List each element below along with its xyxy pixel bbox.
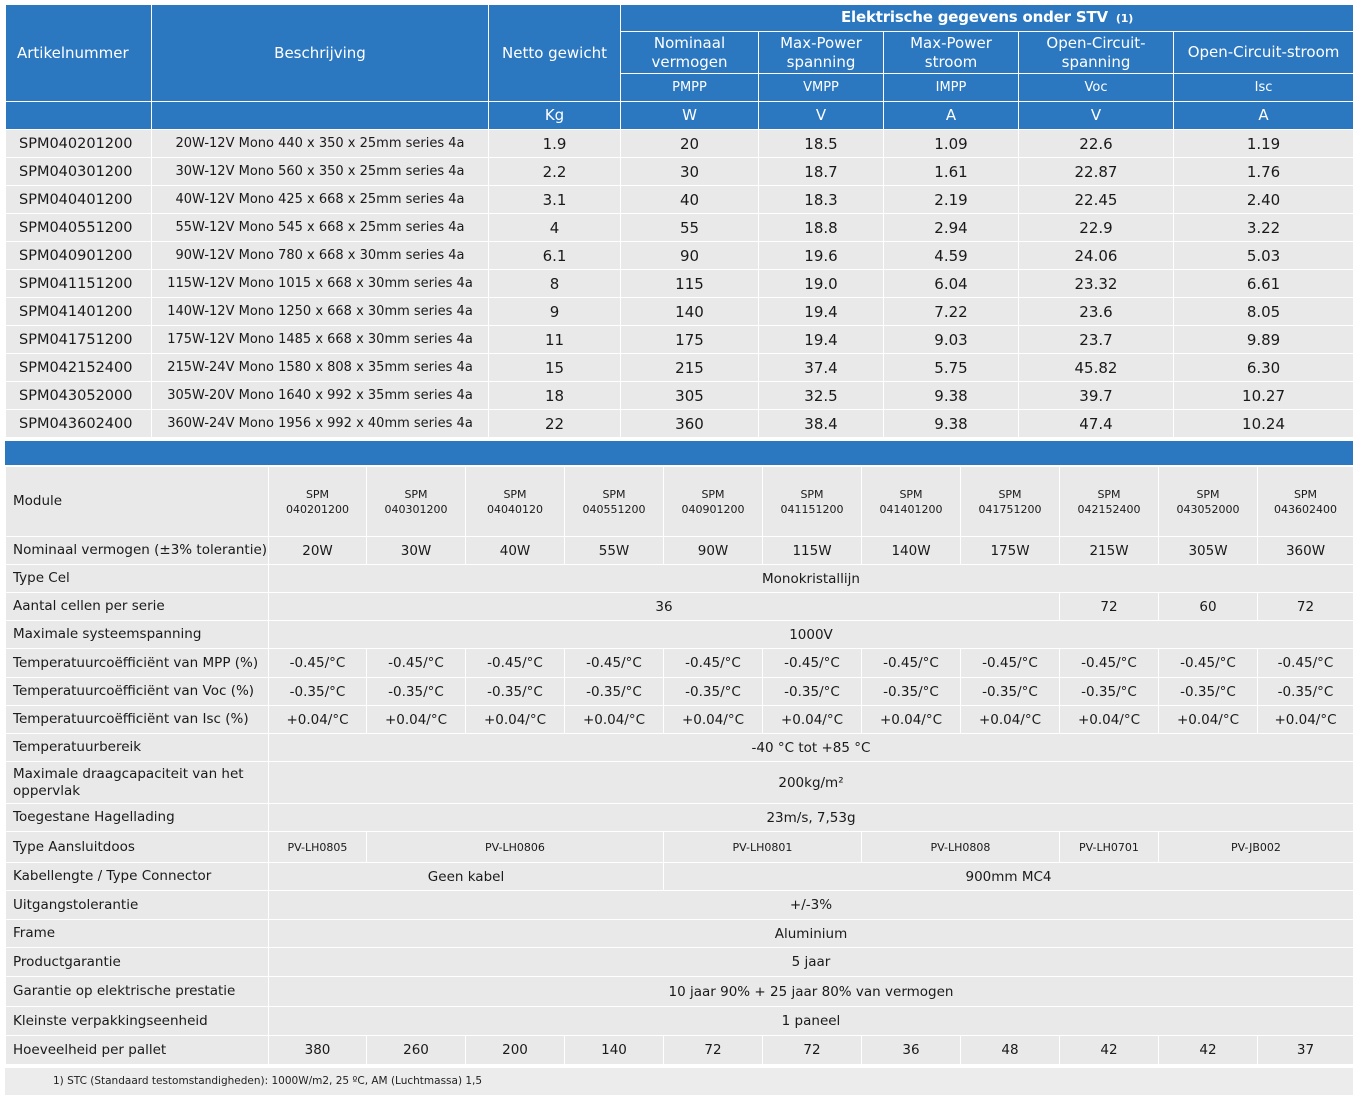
- spec-pallet: 140: [565, 1036, 664, 1065]
- spec-tisc: +0.04/°C: [862, 706, 961, 734]
- product-row: [6, 242, 1354, 270]
- spec-type-cel: Monokristallijn: [269, 565, 1354, 593]
- product-voc: 23.6: [1019, 298, 1174, 326]
- spec-label-draagcapaciteit: Maximale draagcapaciteit van het oppervlak: [6, 762, 269, 804]
- spec-label-aansluitdoos: Type Aansluitdoos: [6, 832, 269, 863]
- spec-module: [862, 467, 961, 537]
- spec-cellen: 72: [1060, 593, 1159, 621]
- product-voc: 23.7: [1019, 326, 1174, 354]
- spec-verpakkingseenheid: 1 paneel: [269, 1007, 1354, 1036]
- product-vmpp: 19.4: [759, 298, 884, 326]
- spec-tmpp: -0.45/°C: [367, 649, 466, 678]
- spec-pallet: 72: [763, 1036, 862, 1065]
- spec-tisc: +0.04/°C: [1258, 706, 1354, 734]
- product-artikelnummer: SPM040401200: [6, 186, 152, 214]
- product-beschrijving: 215W-24V Mono 1580 x 808 x 35mm series 4a: [152, 354, 489, 382]
- product-isc: 10.27: [1174, 382, 1354, 410]
- product-impp: 4.59: [884, 242, 1019, 270]
- product-w: 55: [621, 214, 759, 242]
- spec-module-prefix: SPM: [701, 487, 725, 501]
- header-col-symbol: Isc: [1174, 74, 1354, 102]
- header-footnote-ref: (1): [1115, 12, 1134, 25]
- spec-tvoc: -0.35/°C: [1258, 678, 1354, 706]
- spec-nominal: 215W: [1060, 537, 1159, 565]
- product-vmpp: 32.5: [759, 382, 884, 410]
- product-voc: 39.7: [1019, 382, 1174, 410]
- spec-module-number: 040901200: [681, 502, 745, 516]
- product-voc: 22.87: [1019, 158, 1174, 186]
- spec-module-number: 04040120: [487, 502, 543, 516]
- product-vmpp: 38.4: [759, 410, 884, 438]
- spec-tisc: +0.04/°C: [565, 706, 664, 734]
- spec-tmpp: -0.45/°C: [1159, 649, 1258, 678]
- spec-aansluitdoos: [1060, 832, 1159, 863]
- spec-pallet: 380: [269, 1036, 367, 1065]
- product-artikelnummer: SPM040201200: [6, 130, 152, 158]
- product-beschrijving: 305W-20V Mono 1640 x 992 x 35mm series 4a: [152, 382, 489, 410]
- product-beschrijving: 140W-12V Mono 1250 x 668 x 30mm series 4a: [152, 298, 489, 326]
- spec-nominal: 115W: [763, 537, 862, 565]
- product-w: 305: [621, 382, 759, 410]
- product-impp: 1.61: [884, 158, 1019, 186]
- product-vmpp: 18.8: [759, 214, 884, 242]
- spec-module: [763, 467, 862, 537]
- product-artikelnummer: SPM041401200: [6, 298, 152, 326]
- spec-frame: Aluminium: [269, 920, 1354, 948]
- product-isc: 2.40: [1174, 186, 1354, 214]
- spec-pallet: 48: [961, 1036, 1060, 1065]
- header-col-name: Max-Power stroom: [884, 32, 1019, 74]
- spec-tisc: +0.04/°C: [1159, 706, 1258, 734]
- spec-label-nominal: Nominaal vermogen (±3% tolerantie): [6, 537, 269, 565]
- spec-tisc: +0.04/°C: [269, 706, 367, 734]
- product-impp: 9.38: [884, 382, 1019, 410]
- product-vmpp: 19.4: [759, 326, 884, 354]
- product-row: [6, 130, 1354, 158]
- product-beschrijving: 20W-12V Mono 440 x 350 x 25mm series 4a: [152, 130, 489, 158]
- product-beschrijving: 360W-24V Mono 1956 x 992 x 40mm series 4a: [152, 410, 489, 438]
- product-vmpp: 37.4: [759, 354, 884, 382]
- spec-label-kabellengte: Kabellengte / Type Connector: [6, 863, 269, 891]
- spec-module-prefix: SPM: [899, 487, 923, 501]
- product-voc: 23.32: [1019, 270, 1174, 298]
- spec-aansluitdoos-text: PV-LH0701: [1079, 840, 1139, 854]
- product-voc: 22.45: [1019, 186, 1174, 214]
- header-col-symbol: PMPP: [621, 74, 759, 102]
- spec-module-prefix: SPM: [800, 487, 824, 501]
- spec-aansluitdoos: PV-LH0806: [367, 832, 664, 863]
- product-impp: 9.03: [884, 326, 1019, 354]
- product-row: [6, 382, 1354, 410]
- spec-pallet: 200: [466, 1036, 565, 1065]
- header-col-name: Open-Circuit-spanning: [1019, 32, 1174, 74]
- header-col-symbol: Voc: [1019, 74, 1174, 102]
- spec-table: [5, 466, 1354, 1065]
- product-kg: 15: [489, 354, 621, 382]
- spec-label-prestatiegarantie: Garantie op elektrische prestatie: [6, 977, 269, 1007]
- spec-pallet: 37: [1258, 1036, 1354, 1065]
- product-voc: 22.6: [1019, 130, 1174, 158]
- spec-nominal: 30W: [367, 537, 466, 565]
- product-isc: 8.05: [1174, 298, 1354, 326]
- spec-module-number: 040551200: [582, 502, 646, 516]
- product-vmpp: 18.3: [759, 186, 884, 214]
- spec-module: [664, 467, 763, 537]
- header-col-name: Nominaal vermogen: [621, 32, 759, 74]
- spec-module-prefix: SPM: [305, 487, 330, 501]
- spec-kabellengte: 900mm MC4: [664, 863, 1354, 891]
- header-unit-empty: [152, 102, 489, 130]
- header-col-symbol: IMPP: [884, 74, 1019, 102]
- spec-tvoc: -0.35/°C: [565, 678, 664, 706]
- header-netto-gewicht: Netto gewicht: [489, 5, 621, 102]
- spec-module: [1060, 467, 1159, 537]
- spec-label-uitgangstolerantie: Uitgangstolerantie: [6, 891, 269, 920]
- spec-tvoc: -0.35/°C: [1060, 678, 1159, 706]
- spec-systeemspanning: 1000V: [269, 621, 1354, 649]
- spec-pallet: 260: [367, 1036, 466, 1065]
- spec-tvoc: -0.35/°C: [367, 678, 466, 706]
- spec-pallet: 72: [664, 1036, 763, 1065]
- product-w: 115: [621, 270, 759, 298]
- product-isc: 1.19: [1174, 130, 1354, 158]
- product-kg: 18: [489, 382, 621, 410]
- spec-tmpp: -0.45/°C: [565, 649, 664, 678]
- spec-module: [961, 467, 1060, 537]
- spec-aansluitdoos: PV-LH0808: [862, 832, 1060, 863]
- product-artikelnummer: SPM041151200: [6, 270, 152, 298]
- spec-nominal: 40W: [466, 537, 565, 565]
- product-row: [6, 270, 1354, 298]
- spec-module: [466, 467, 565, 537]
- product-kg: 6.1: [489, 242, 621, 270]
- header-unit: W: [621, 102, 759, 130]
- spec-pallet: 42: [1060, 1036, 1159, 1065]
- product-w: 175: [621, 326, 759, 354]
- spec-tisc: +0.04/°C: [664, 706, 763, 734]
- spec-module-number: 040301200: [384, 502, 448, 516]
- spec-uitgangstolerantie: +/-3%: [269, 891, 1354, 920]
- product-impp: 1.09: [884, 130, 1019, 158]
- spec-module-prefix: SPM: [1293, 487, 1318, 501]
- spec-aansluitdoos: [269, 832, 367, 863]
- spec-label-verpakkingseenheid: Kleinste verpakkingseenheid: [6, 1007, 269, 1036]
- spec-pallet: 36: [862, 1036, 961, 1065]
- spec-label-module: Module: [6, 467, 269, 537]
- product-kg: 2.2: [489, 158, 621, 186]
- spec-prestatiegarantie: 10 jaar 90% + 25 jaar 80% van vermogen: [269, 977, 1354, 1007]
- product-w: 360: [621, 410, 759, 438]
- product-artikelnummer: SPM043602400: [6, 410, 152, 438]
- product-beschrijving: 40W-12V Mono 425 x 668 x 25mm series 4a: [152, 186, 489, 214]
- product-voc: 45.82: [1019, 354, 1174, 382]
- spec-cellen: 36: [269, 593, 1060, 621]
- product-beschrijving: 30W-12V Mono 560 x 350 x 25mm series 4a: [152, 158, 489, 186]
- product-kg: 8: [489, 270, 621, 298]
- spec-tmpp: -0.45/°C: [1060, 649, 1159, 678]
- spec-tmpp: -0.45/°C: [862, 649, 961, 678]
- header-unit-empty: [6, 102, 152, 130]
- spec-tvoc: -0.35/°C: [1159, 678, 1258, 706]
- product-artikelnummer: SPM040551200: [6, 214, 152, 242]
- spec-tisc: +0.04/°C: [763, 706, 862, 734]
- spec-module-prefix: SPM: [503, 487, 527, 501]
- product-voc: 47.4: [1019, 410, 1174, 438]
- product-isc: 3.22: [1174, 214, 1354, 242]
- product-beschrijving: 55W-12V Mono 545 x 668 x 25mm series 4a: [152, 214, 489, 242]
- product-impp: 7.22: [884, 298, 1019, 326]
- product-voc: 24.06: [1019, 242, 1174, 270]
- product-isc: 1.76: [1174, 158, 1354, 186]
- header-unit: V: [759, 102, 884, 130]
- spec-tvoc: -0.35/°C: [466, 678, 565, 706]
- spec-module: [1159, 467, 1258, 537]
- product-kg: 11: [489, 326, 621, 354]
- product-kg: 1.9: [489, 130, 621, 158]
- product-artikelnummer: SPM042152400: [6, 354, 152, 382]
- product-isc: 6.61: [1174, 270, 1354, 298]
- spec-module-number: 043052000: [1176, 502, 1240, 516]
- product-w: 140: [621, 298, 759, 326]
- spec-nominal: 175W: [961, 537, 1060, 565]
- product-impp: 6.04: [884, 270, 1019, 298]
- spec-tvoc: -0.35/°C: [269, 678, 367, 706]
- product-vmpp: 19.0: [759, 270, 884, 298]
- spec-label-temp-isc: Temperatuurcoëfficiënt van Isc (%): [6, 706, 269, 734]
- footnote: 1) STC (Standaard testomstandigheden): 1000W/m2, 25 ºC, AM (Luchtmassa) 1,5: [5, 1068, 1353, 1095]
- product-vmpp: 19.6: [759, 242, 884, 270]
- product-beschrijving: 90W-12V Mono 780 x 668 x 30mm series 4a: [152, 242, 489, 270]
- spec-tvoc: -0.35/°C: [862, 678, 961, 706]
- spec-label-temp-mpp: Temperatuurcoëfficiënt van MPP (%): [6, 649, 269, 678]
- spec-tvoc: -0.35/°C: [961, 678, 1060, 706]
- spec-module-prefix: SPM: [602, 487, 626, 501]
- product-impp: 9.38: [884, 410, 1019, 438]
- product-row: [6, 214, 1354, 242]
- product-row: [6, 354, 1354, 382]
- spec-module-prefix: SPM: [1097, 487, 1121, 501]
- product-isc: 10.24: [1174, 410, 1354, 438]
- spec-productgarantie: 5 jaar: [269, 948, 1354, 977]
- product-kg: 4: [489, 214, 621, 242]
- product-row: [6, 410, 1354, 438]
- spec-nominal: 305W: [1159, 537, 1258, 565]
- spec-module-number: 040201200: [286, 502, 349, 516]
- spec-module-prefix: SPM: [998, 487, 1022, 501]
- spec-module: [269, 467, 367, 537]
- product-isc: 5.03: [1174, 242, 1354, 270]
- product-kg: 9: [489, 298, 621, 326]
- spec-module-number: 041751200: [978, 502, 1042, 516]
- header-beschrijving: Beschrijving: [152, 5, 489, 102]
- product-isc: 9.89: [1174, 326, 1354, 354]
- product-vmpp: 18.5: [759, 130, 884, 158]
- spec-tmpp: -0.45/°C: [664, 649, 763, 678]
- header-artikelnummer: Artikelnummer: [6, 5, 152, 102]
- header-elektrische-gegevens: [621, 5, 1354, 32]
- product-beschrijving: 115W-12V Mono 1015 x 668 x 30mm series 4a: [152, 270, 489, 298]
- product-artikelnummer: SPM040301200: [6, 158, 152, 186]
- spec-nominal: 360W: [1258, 537, 1354, 565]
- spec-nominal: 20W: [269, 537, 367, 565]
- product-kg: 22: [489, 410, 621, 438]
- header-unit: A: [1174, 102, 1354, 130]
- spec-tmpp: -0.45/°C: [763, 649, 862, 678]
- spec-tmpp: -0.45/°C: [466, 649, 565, 678]
- spec-nominal: 90W: [664, 537, 763, 565]
- product-kg: 3.1: [489, 186, 621, 214]
- spec-label-temperatuurbereik: Temperatuurbereik: [6, 734, 269, 762]
- spec-label-pallet: Hoeveelheid per pallet: [6, 1036, 269, 1065]
- product-row: [6, 326, 1354, 354]
- product-voc: 22.9: [1019, 214, 1174, 242]
- product-row: [6, 298, 1354, 326]
- header-elektrische-title: Elektrische gegevens onder STV: [841, 8, 1108, 26]
- product-row: [6, 158, 1354, 186]
- product-artikelnummer: SPM040901200: [6, 242, 152, 270]
- spec-module: [1258, 467, 1354, 537]
- spec-module: [367, 467, 466, 537]
- spec-label-cellen: Aantal cellen per serie: [6, 593, 269, 621]
- product-impp: 2.19: [884, 186, 1019, 214]
- spec-module-number: 041401200: [879, 502, 943, 516]
- spec-nominal: 140W: [862, 537, 961, 565]
- spec-temperatuurbereik: -40 °C tot +85 °C: [269, 734, 1354, 762]
- product-artikelnummer: SPM043052000: [6, 382, 152, 410]
- spec-aansluitdoos: PV-LH0801: [664, 832, 862, 863]
- spec-aansluitdoos-text: PV-LH0805: [287, 840, 348, 854]
- spec-tisc: +0.04/°C: [961, 706, 1060, 734]
- spec-cellen: 60: [1159, 593, 1258, 621]
- spec-label-frame: Frame: [6, 920, 269, 948]
- spec-label-productgarantie: Productgarantie: [6, 948, 269, 977]
- spec-hagellading: 23m/s, 7,53g: [269, 804, 1354, 832]
- product-impp: 2.94: [884, 214, 1019, 242]
- spec-module-number: 042152400: [1077, 502, 1141, 516]
- product-beschrijving: 175W-12V Mono 1485 x 668 x 30mm series 4a: [152, 326, 489, 354]
- header-unit: Kg: [489, 102, 621, 130]
- spec-tmpp: -0.45/°C: [961, 649, 1060, 678]
- spec-aansluitdoos: PV-JB002: [1159, 832, 1354, 863]
- spec-cellen: 72: [1258, 593, 1354, 621]
- spec-kabellengte: Geen kabel: [269, 863, 664, 891]
- spec-tmpp: -0.45/°C: [1258, 649, 1354, 678]
- product-w: 30: [621, 158, 759, 186]
- section-divider: [5, 441, 1353, 465]
- product-w: 90: [621, 242, 759, 270]
- product-w: 40: [621, 186, 759, 214]
- spec-label-hagellading: Toegestane Hagellading: [6, 804, 269, 832]
- spec-module-number: 041151200: [780, 502, 844, 516]
- spec-draagcapaciteit: 200kg/m²: [269, 762, 1354, 804]
- header-col-name: Open-Circuit-stroom: [1174, 32, 1354, 74]
- header-col-symbol: VMPP: [759, 74, 884, 102]
- spec-module-prefix: SPM: [1196, 487, 1220, 501]
- spec-tmpp: -0.45/°C: [269, 649, 367, 678]
- spec-label-systeemspanning: Maximale systeemspanning: [6, 621, 269, 649]
- spec-tisc: +0.04/°C: [1060, 706, 1159, 734]
- product-impp: 5.75: [884, 354, 1019, 382]
- product-isc: 6.30: [1174, 354, 1354, 382]
- header-unit: A: [884, 102, 1019, 130]
- spec-module-number: 043602400: [1274, 502, 1337, 516]
- spec-module: [565, 467, 664, 537]
- spec-tisc: +0.04/°C: [466, 706, 565, 734]
- spec-tisc: +0.04/°C: [367, 706, 466, 734]
- spec-tvoc: -0.35/°C: [664, 678, 763, 706]
- product-artikelnummer: SPM041751200: [6, 326, 152, 354]
- product-row: [6, 186, 1354, 214]
- product-vmpp: 18.7: [759, 158, 884, 186]
- spec-tvoc: -0.35/°C: [763, 678, 862, 706]
- spec-label-type-cel: Type Cel: [6, 565, 269, 593]
- product-table: [5, 4, 1354, 438]
- product-w: 20: [621, 130, 759, 158]
- spec-label-temp-voc: Temperatuurcoëfficiënt van Voc (%): [6, 678, 269, 706]
- header-col-name: Max-Power spanning: [759, 32, 884, 74]
- spec-nominal: 55W: [565, 537, 664, 565]
- spec-pallet: 42: [1159, 1036, 1258, 1065]
- product-w: 215: [621, 354, 759, 382]
- spec-module-prefix: SPM: [404, 487, 428, 501]
- header-unit: V: [1019, 102, 1174, 130]
